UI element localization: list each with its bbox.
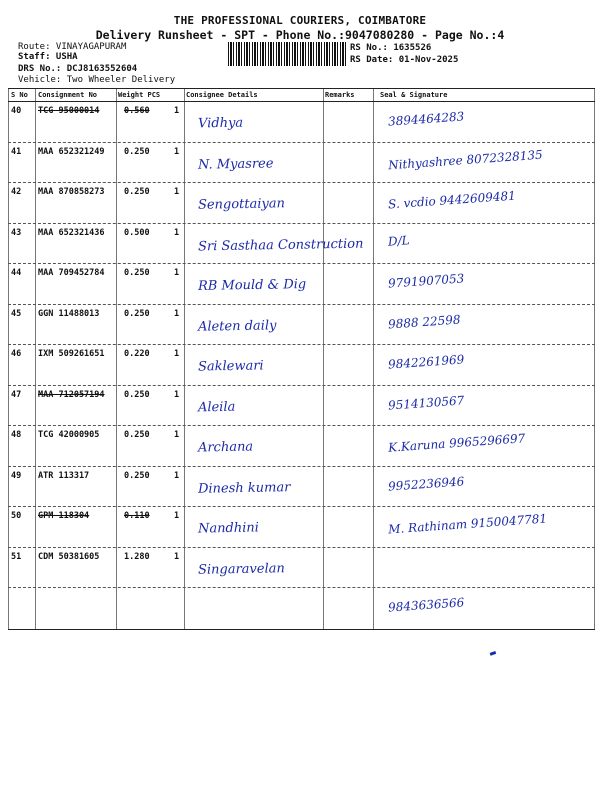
table-row bbox=[8, 507, 595, 548]
vehicle-label: Vehicle: Two Wheeler Delivery bbox=[18, 75, 176, 85]
cell-pcs: 1 bbox=[174, 227, 180, 238]
cell-pcs: 1 bbox=[174, 349, 180, 359]
cell-consignment-no: MAA 709452784 bbox=[38, 268, 105, 278]
signature-handwritten: Nithyashree 8072328135 bbox=[387, 147, 544, 172]
cell-weight: 0.250 bbox=[124, 187, 150, 197]
cell-pcs: 1 bbox=[174, 308, 180, 319]
consignee-handwritten: Dinesh kumar bbox=[197, 479, 291, 497]
table-row bbox=[8, 588, 595, 629]
cell-sno: 45 bbox=[11, 308, 22, 319]
cell-weight: 0.250 bbox=[124, 146, 150, 157]
signature-handwritten: K.Karuna 9965296697 bbox=[387, 431, 526, 455]
cell-consignment-no: MAA 652321249 bbox=[38, 146, 105, 157]
cell-pcs: 1 bbox=[174, 430, 180, 440]
pen-mark: ▬ bbox=[488, 647, 498, 660]
cell-weight: 0.250 bbox=[124, 389, 150, 400]
signature-handwritten: 9888 22598 bbox=[387, 311, 461, 332]
cell-consignment-no: MAA 712057194 bbox=[38, 389, 105, 400]
header-weight-pcs: Weight PCS bbox=[118, 91, 161, 99]
cell-consignment-no: TCG 95000014 bbox=[38, 106, 100, 116]
signature-handwritten: 9791907053 bbox=[387, 271, 465, 291]
header-remarks: Remarks bbox=[325, 91, 355, 99]
cell-weight: 0.560 bbox=[124, 106, 150, 116]
cell-weight: 0.250 bbox=[124, 430, 150, 440]
cell-weight: 0.250 bbox=[124, 268, 150, 278]
cell-pcs: 1 bbox=[174, 511, 180, 521]
cell-weight: 0.250 bbox=[124, 308, 150, 319]
cell-weight: 0.110 bbox=[124, 511, 150, 521]
cell-consignment-no: GPM 118304 bbox=[38, 511, 90, 521]
signature-handwritten: S. vcdio 9442609481 bbox=[387, 188, 517, 212]
consignee-handwritten: RB Mould & Dig bbox=[197, 277, 307, 294]
cell-sno: 46 bbox=[11, 349, 22, 359]
cell-consignment-no: MAA 652321436 bbox=[38, 227, 105, 238]
signature-handwritten: D/L bbox=[387, 232, 411, 249]
route-label: Route: VINAYAGAPURAM bbox=[18, 42, 127, 52]
cell-consignment-no: CDM 50381605 bbox=[38, 551, 100, 562]
runsheet-title: Delivery Runsheet - SPT - Phone No.:9047080280 - Page No.:4 bbox=[95, 28, 505, 42]
cell-pcs: 1 bbox=[174, 389, 180, 400]
cell-weight: 0.250 bbox=[124, 470, 150, 481]
drs-label: DRS No.: DCJ8163552604 bbox=[18, 64, 138, 74]
header-seal: Seal & Signature bbox=[380, 91, 448, 99]
cell-pcs: 1 bbox=[174, 187, 180, 197]
table-row bbox=[8, 467, 595, 508]
consignee-handwritten: Nandhini bbox=[197, 520, 260, 537]
table-row bbox=[8, 386, 595, 427]
signature-handwritten: 9843636566 bbox=[387, 595, 465, 615]
consignee-handwritten: Sri Sasthaa Construction bbox=[197, 236, 364, 254]
header-sno: S No bbox=[11, 91, 28, 99]
signature-handwritten: 9952236946 bbox=[387, 473, 465, 494]
rs-number: RS No.: 1635526 bbox=[350, 43, 432, 53]
staff-label: Staff: USHA bbox=[18, 52, 78, 62]
rs-date: RS Date: 01-Nov-2025 bbox=[350, 55, 459, 65]
cell-weight: 0.500 bbox=[124, 227, 150, 238]
table-row bbox=[8, 305, 595, 346]
cell-sno: 49 bbox=[11, 470, 22, 481]
company-title: THE PROFESSIONAL COURIERS, COIMBATORE bbox=[173, 14, 427, 27]
consignee-handwritten: Singaravelan bbox=[197, 560, 285, 578]
cell-sno: 43 bbox=[11, 227, 22, 238]
table-row bbox=[8, 345, 595, 386]
cell-sno: 40 bbox=[11, 106, 22, 116]
consignee-handwritten: Aleten daily bbox=[197, 317, 277, 335]
cell-sno: 44 bbox=[11, 268, 22, 278]
cell-pcs: 1 bbox=[174, 106, 180, 116]
signature-handwritten: 9514130567 bbox=[387, 392, 465, 413]
cell-sno: 41 bbox=[11, 146, 22, 157]
consignee-handwritten: Archana bbox=[197, 439, 254, 456]
signature-handwritten: M. Rathinam 9150047781 bbox=[387, 511, 548, 537]
cell-pcs: 1 bbox=[174, 268, 180, 278]
cell-sno: 50 bbox=[11, 511, 22, 521]
consignee-handwritten: Vidhya bbox=[197, 115, 244, 132]
cell-sno: 47 bbox=[11, 389, 22, 400]
cell-consignment-no: TCG 42000905 bbox=[38, 430, 100, 440]
table-row bbox=[8, 548, 595, 589]
cell-weight: 0.220 bbox=[124, 349, 150, 359]
cell-weight: 1.280 bbox=[124, 551, 150, 562]
cell-pcs: 1 bbox=[174, 470, 180, 481]
header-consignment: Consignment No bbox=[38, 91, 98, 99]
header-consignee: Consignee Details bbox=[186, 91, 258, 99]
consignee-handwritten: Saklewari bbox=[197, 358, 264, 375]
table-row bbox=[8, 143, 595, 184]
cell-consignment-no: MAA 870858273 bbox=[38, 187, 105, 197]
cell-pcs: 1 bbox=[174, 551, 180, 562]
consignee-handwritten: Sengottaiyan bbox=[197, 196, 286, 213]
table-row bbox=[8, 264, 595, 305]
signature-handwritten: 3894464283 bbox=[387, 109, 465, 129]
cell-sno: 42 bbox=[11, 187, 22, 197]
cell-sno: 51 bbox=[11, 551, 22, 562]
cell-sno: 48 bbox=[11, 430, 22, 440]
cell-consignment-no: GGN 11488013 bbox=[38, 308, 100, 319]
consignee-handwritten: N. Myasree bbox=[197, 155, 274, 173]
cell-pcs: 1 bbox=[174, 146, 180, 157]
table-row bbox=[8, 183, 595, 224]
consignee-handwritten: Aleila bbox=[197, 399, 236, 415]
cell-consignment-no: ATR 113317 bbox=[38, 470, 90, 481]
table-row bbox=[8, 102, 595, 143]
barcode-image bbox=[228, 42, 346, 66]
table-row bbox=[8, 224, 595, 265]
signature-handwritten: 9842261969 bbox=[387, 352, 465, 372]
table-row bbox=[8, 426, 595, 467]
cell-consignment-no: IXM 509261651 bbox=[38, 349, 105, 359]
runsheet-table bbox=[8, 88, 595, 630]
